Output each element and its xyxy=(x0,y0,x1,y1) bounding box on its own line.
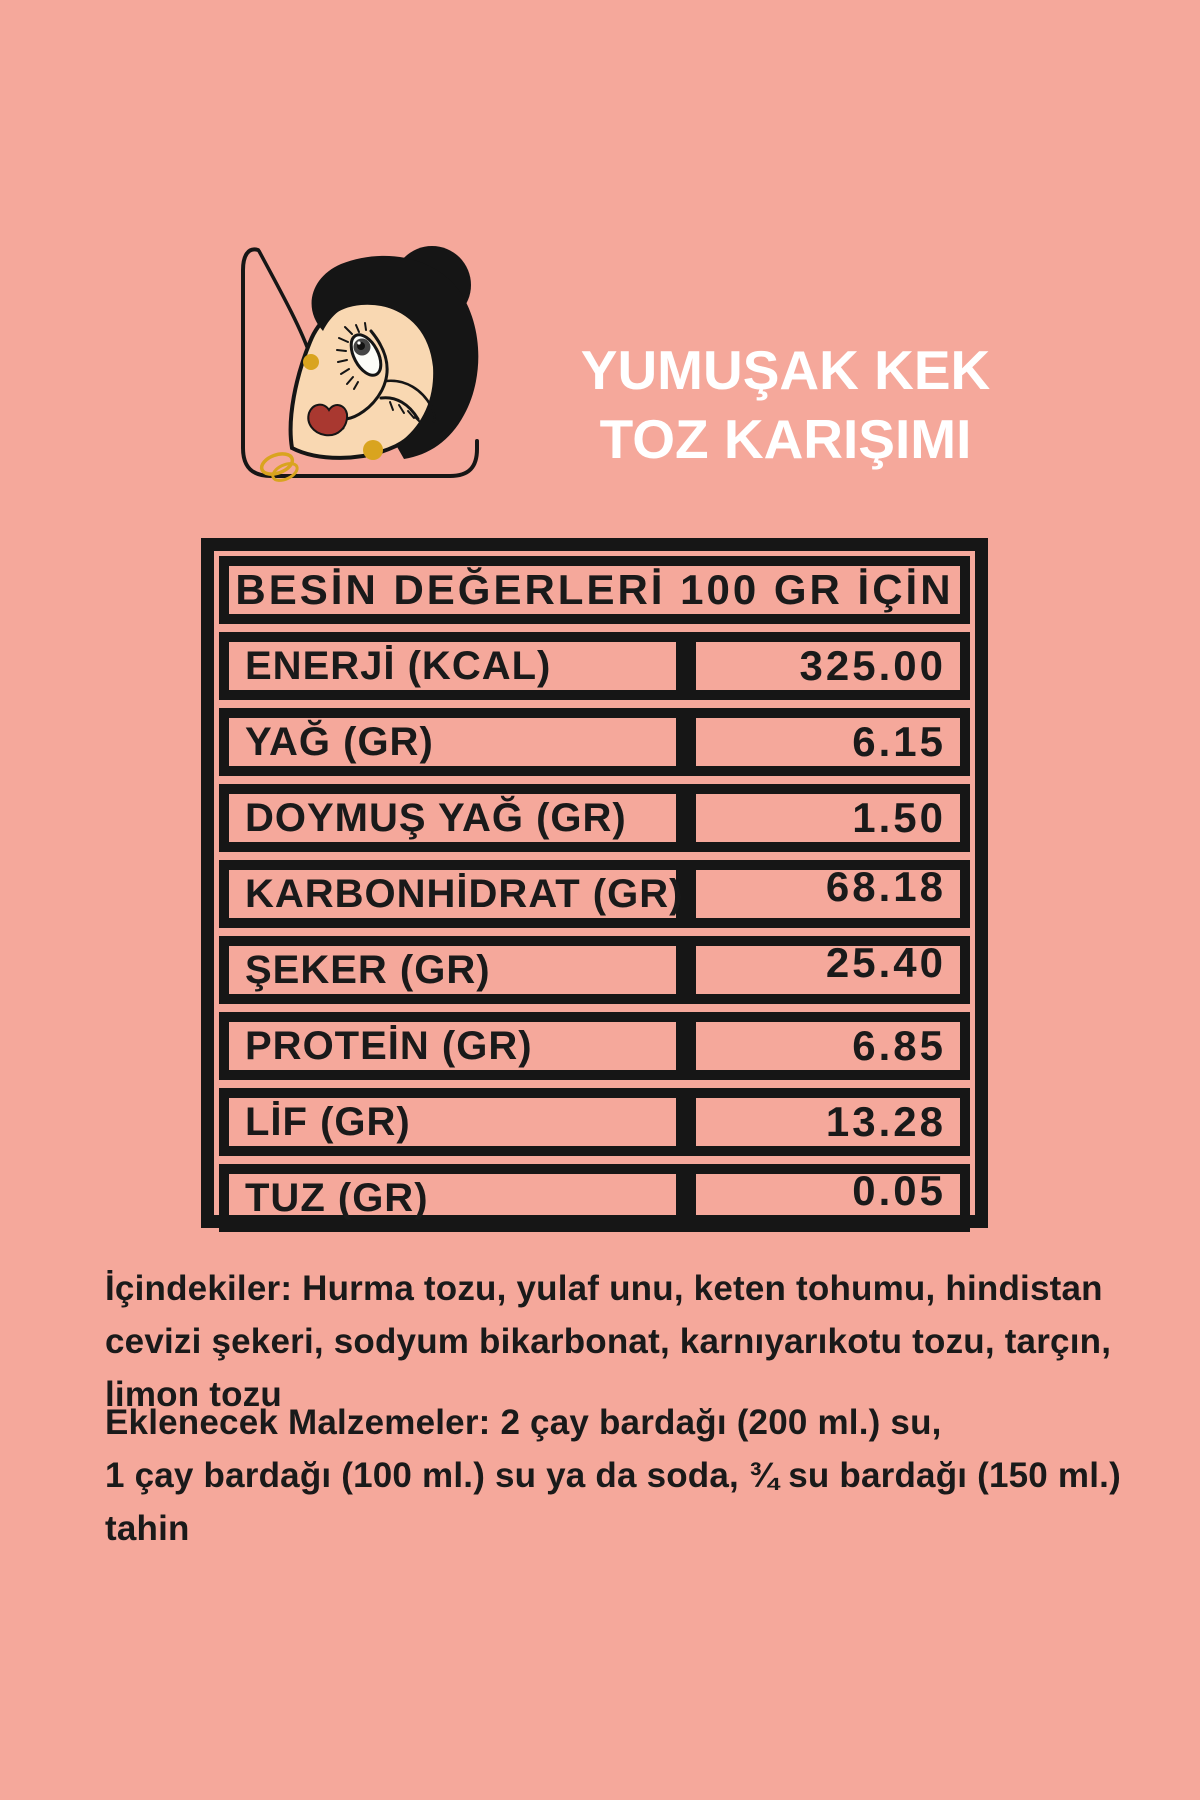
row-label: KARBONHİDRAT (GR) xyxy=(219,860,686,928)
row-label: DOYMUŞ YAĞ (GR) xyxy=(219,784,686,852)
product-title-line2: TOZ KARIŞIMI xyxy=(599,408,972,470)
table-row xyxy=(219,632,970,700)
ingredients-line: limon tozu xyxy=(105,1375,282,1414)
row-value: 1.50 xyxy=(686,784,970,852)
additions-line: Eklenecek Malzemeler: 2 çay bardağı (200 ml.) su, xyxy=(105,1403,942,1442)
row-label: ŞEKER (GR) xyxy=(219,936,686,1004)
nose-bead-shape xyxy=(303,354,319,370)
row-label: YAĞ (GR) xyxy=(219,708,686,776)
row-label: PROTEİN (GR) xyxy=(219,1012,686,1080)
table-row xyxy=(219,936,970,1004)
nutrition-table xyxy=(201,538,988,1228)
eye-glint-shape xyxy=(357,341,360,344)
lips-shape xyxy=(308,405,347,436)
row-value: 6.15 xyxy=(686,708,970,776)
table-row xyxy=(219,1012,970,1080)
row-value: 25.40 xyxy=(686,936,970,1004)
row-label: LİF (GR) xyxy=(219,1088,686,1156)
pin-line-shape xyxy=(259,251,310,355)
earring-shape xyxy=(363,440,383,460)
table-row xyxy=(219,708,970,776)
additions-line: tahin xyxy=(105,1509,190,1548)
ingredients-line: İçindekiler: Hurma tozu, yulaf unu, keten tohumu, hindistan xyxy=(105,1269,1103,1308)
row-value: 68.18 xyxy=(686,860,970,928)
table-row xyxy=(219,1088,970,1156)
winking-woman-illustration xyxy=(235,213,495,493)
table-row xyxy=(219,784,970,852)
nutrition-table-header: BESİN DEĞERLERİ 100 GR İÇİN xyxy=(219,556,970,624)
row-label: TUZ (GR) xyxy=(219,1164,686,1232)
row-value: 0.05 xyxy=(686,1164,970,1232)
additions-text xyxy=(105,1396,1121,1555)
row-label: ENERJİ (KCAL) xyxy=(219,632,686,700)
product-title-line1: YUMUŞAK KEK xyxy=(580,339,991,401)
table-row xyxy=(219,1164,970,1232)
row-value: 13.28 xyxy=(686,1088,970,1156)
product-title xyxy=(548,336,1023,474)
row-value: 325.00 xyxy=(686,632,970,700)
table-row xyxy=(219,860,970,928)
row-value: 6.85 xyxy=(686,1012,970,1080)
ingredients-line: cevizi şekeri, sodyum bikarbonat, karnıyarıkotu tozu, tarçın, xyxy=(105,1322,1112,1361)
additions-line: 1 çay bardağı (100 ml.) su ya da soda, ¾ su bardağı (150 ml.) xyxy=(105,1456,1121,1495)
